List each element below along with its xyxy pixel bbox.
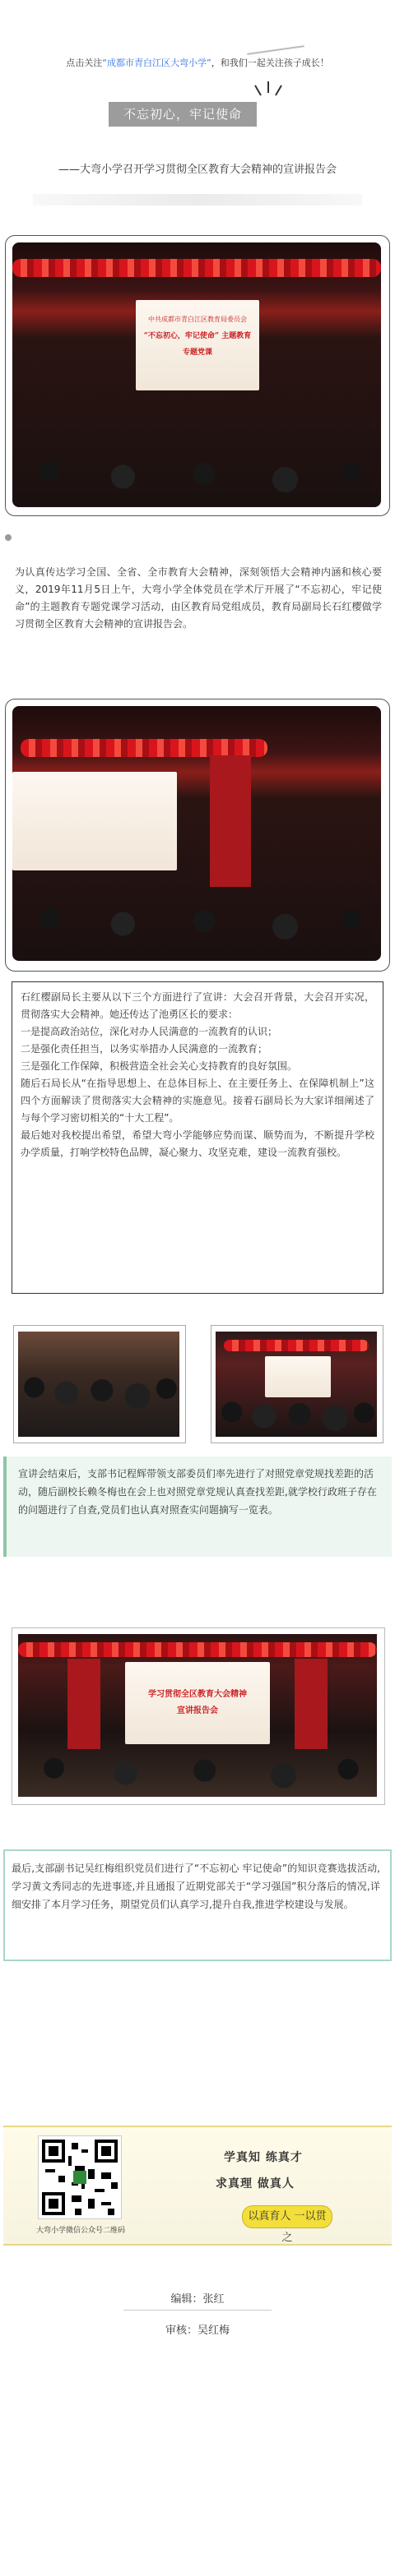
qr-code[interactable] bbox=[38, 2135, 122, 2219]
speech-line: 石红樱副局长主要从以下三个方面进行了宣讲：大会召开背景，大会召开实况，贯彻落实大会精神。她还传达了池勇区长的要求： bbox=[21, 991, 374, 1020]
balloon-decor bbox=[21, 739, 267, 757]
quiz-paragraph: 最后,支部副书记吴红梅组织党员们进行了“不忘初心 牢记使命”的知识竞赛选拔活动,学习黄文秀同志的先进事迹,并且通报了近期党部关于“学习强国”积分落后的情况,详细安排了本月学习任务，期望党员们认真学习,提升自我,推进学校建设与发展。 bbox=[12, 1863, 380, 1910]
audience-silhouettes bbox=[12, 895, 381, 953]
qr-caption: 大弯小学微信公众号二维码 bbox=[35, 2227, 125, 2235]
title-underline-bar bbox=[33, 194, 362, 205]
speech-line: 最后她对我校提出希望，希望大弯小学能够应势而谋、顺势而为，不断提升学校办学质量，打响学校特色品牌，凝心聚力、攻坚克难，建设一流教育强校。 bbox=[21, 1129, 374, 1158]
photo-4-border bbox=[12, 1627, 385, 1805]
self-check-paragraph: 宣讲会结束后，支部书记程辉带领支部委员们率先进行了对照党章党规找差距的活动，随后副校长赖冬梅也在会上也对照党章党规认真查找差距,就学校行政班子存在的问题进行了自查,党员们也认真对照查实问题摘写一览表。 bbox=[3, 1457, 392, 1557]
screen-text-1: 中共成都市青白江区教育局委员会 bbox=[148, 316, 247, 323]
motto-line-2: 求真理 做真人 bbox=[216, 2177, 295, 2191]
motto-pill: 以真育人 一以贯之 bbox=[242, 2205, 332, 2228]
bullet-dot bbox=[5, 534, 12, 541]
audience-silhouettes bbox=[12, 448, 381, 506]
speech-line: 二是强化责任担当，以务实举措办人民满意的一流教育； bbox=[21, 1043, 268, 1055]
projection-screen bbox=[136, 300, 259, 390]
speech-summary-box bbox=[12, 981, 383, 1294]
follow-suffix: ，和我们一起关注孩子成长！ bbox=[211, 58, 329, 68]
meeting-photo-1[interactable] bbox=[12, 242, 381, 507]
qr-pattern-icon bbox=[39, 2136, 121, 2218]
photo-3a-border bbox=[13, 1325, 186, 1443]
screen-text-1: 学习贯彻全区教育大会精神 bbox=[148, 1690, 247, 1699]
balloon-decor bbox=[12, 259, 381, 277]
photo-frame-2 bbox=[5, 699, 390, 972]
motto-line-1: 学真知 练真才 bbox=[224, 2151, 303, 2164]
screen-text-2: “不忘初心，牢记使命” 主题教育 bbox=[143, 332, 252, 340]
screen-text-2: 宣讲报告会 bbox=[177, 1706, 218, 1715]
decorative-line bbox=[247, 45, 304, 55]
editor-credit: 编辑：张红 bbox=[170, 2293, 225, 2306]
footer-qr-section bbox=[3, 2126, 392, 2246]
red-banner bbox=[210, 755, 251, 887]
slogan-banner: 不忘初心，牢记使命 bbox=[109, 102, 257, 127]
credit-divider bbox=[123, 2310, 272, 2311]
screen-text-3: 专题党课 bbox=[182, 349, 212, 357]
speech-line: 随后石局长从“在指导思想上、在总体目标上、在主要任务上、在保障机制上”这四个方面解读了贯彻落实大会精神的实施意见。接着石副局长为大家详细阐述了与每个学习密切相关的“十大工程”。 bbox=[21, 1078, 374, 1124]
reviewer-credit: 审核：吴红梅 bbox=[165, 2324, 230, 2337]
meeting-photo-2[interactable] bbox=[12, 706, 381, 961]
photo-3b-border bbox=[211, 1325, 383, 1443]
speech-line: 一是提高政治站位，深化对办人民满意的一流教育的认识； bbox=[21, 1026, 278, 1037]
decorative-strokes bbox=[260, 84, 285, 100]
article-title: ——大弯小学召开学习贯彻全区教育大会精神的宣讲报告会 bbox=[58, 164, 337, 176]
follow-account-link[interactable]: “成都市青白江区大弯小学” bbox=[102, 58, 211, 68]
speech-line: 三是强化工作保障，积极营造全社会关心支持教育的良好氛围。 bbox=[21, 1060, 298, 1072]
intro-paragraph: 为认真传达学习全国、全省、全市教育大会精神，深刻领悟大会精神内涵和核心要义，2019年11月5日上午，大弯小学全体党员在学术厅开展了“不忘初心，牢记使命”的主题教育专题党课学习活动，由区教育局党组成员，教育局副局长石红樱做学习贯彻全区教育大会精神的宣讲报告会。 bbox=[15, 566, 382, 630]
follow-note bbox=[0, 56, 395, 69]
photo-frame-1 bbox=[5, 235, 390, 516]
projection-screen bbox=[12, 772, 177, 870]
follow-prefix: 点击关注 bbox=[66, 58, 103, 68]
